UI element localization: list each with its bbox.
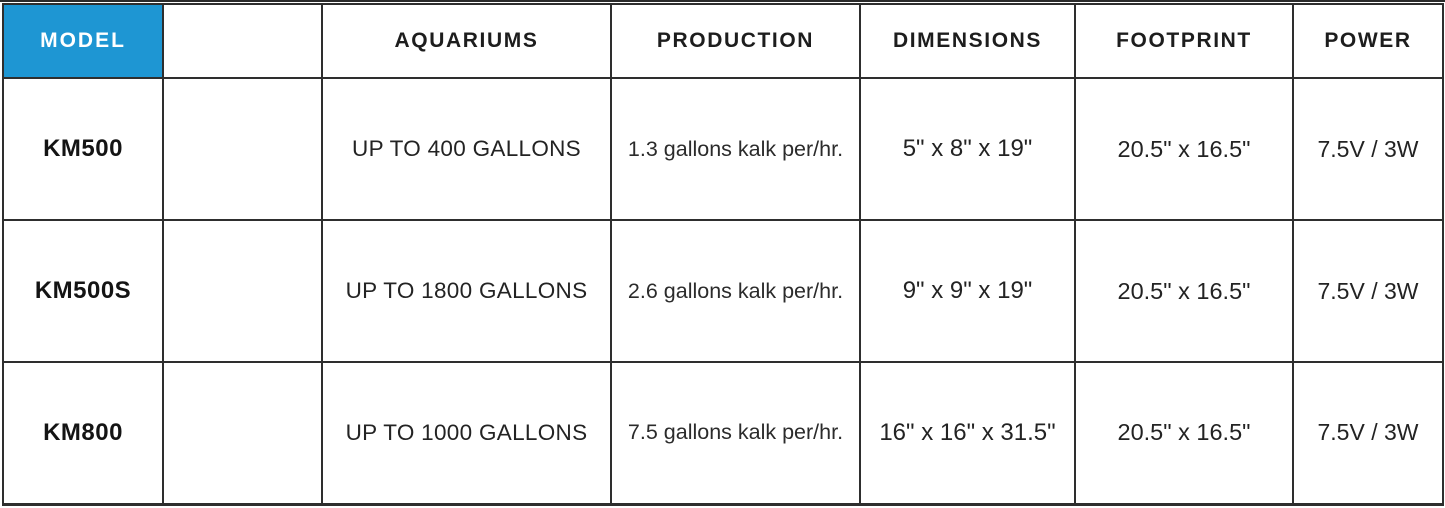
model-cell: KM500S [3,220,163,362]
image-cell [163,78,322,220]
model-cell: KM800 [3,362,163,504]
power-cell: 7.5V / 3W [1293,220,1443,362]
header-row [3,4,1443,78]
table-outer-top-border [0,0,1445,2]
aquariums-cell: UP TO 1000 GALLONS [322,362,611,504]
aquariums-cell: UP TO 400 GALLONS [322,78,611,220]
table-row [3,78,1443,220]
footprint-cell: 20.5" x 16.5" [1075,220,1293,362]
image-cell [163,362,322,504]
footprint-cell: 20.5" x 16.5" [1075,78,1293,220]
column-header-model: MODEL [3,4,163,78]
column-header-dimensions: DIMENSIONS [860,4,1075,78]
table-row [3,220,1443,362]
power-cell: 7.5V / 3W [1293,78,1443,220]
dimensions-cell: 16" x 16" x 31.5" [860,362,1075,504]
production-cell: 1.3 gallons kalk per/hr. [611,78,860,220]
column-header-image [163,4,322,78]
footprint-cell: 20.5" x 16.5" [1075,362,1293,504]
product-spec-table [2,3,1444,506]
production-cell: 7.5 gallons kalk per/hr. [611,362,860,504]
column-header-aquariums: AQUARIUMS [322,4,611,78]
spec-table-wrapper [2,3,1444,506]
production-cell: 2.6 gallons kalk per/hr. [611,220,860,362]
image-cell [163,220,322,362]
dimensions-cell: 9" x 9" x 19" [860,220,1075,362]
table-row [3,362,1443,504]
model-cell: KM500 [3,78,163,220]
dimensions-cell: 5" x 8" x 19" [860,78,1075,220]
column-header-footprint: FOOTPRINT [1075,4,1293,78]
column-header-power: POWER [1293,4,1443,78]
power-cell: 7.5V / 3W [1293,362,1443,504]
aquariums-cell: UP TO 1800 GALLONS [322,220,611,362]
column-header-production: PRODUCTION [611,4,860,78]
